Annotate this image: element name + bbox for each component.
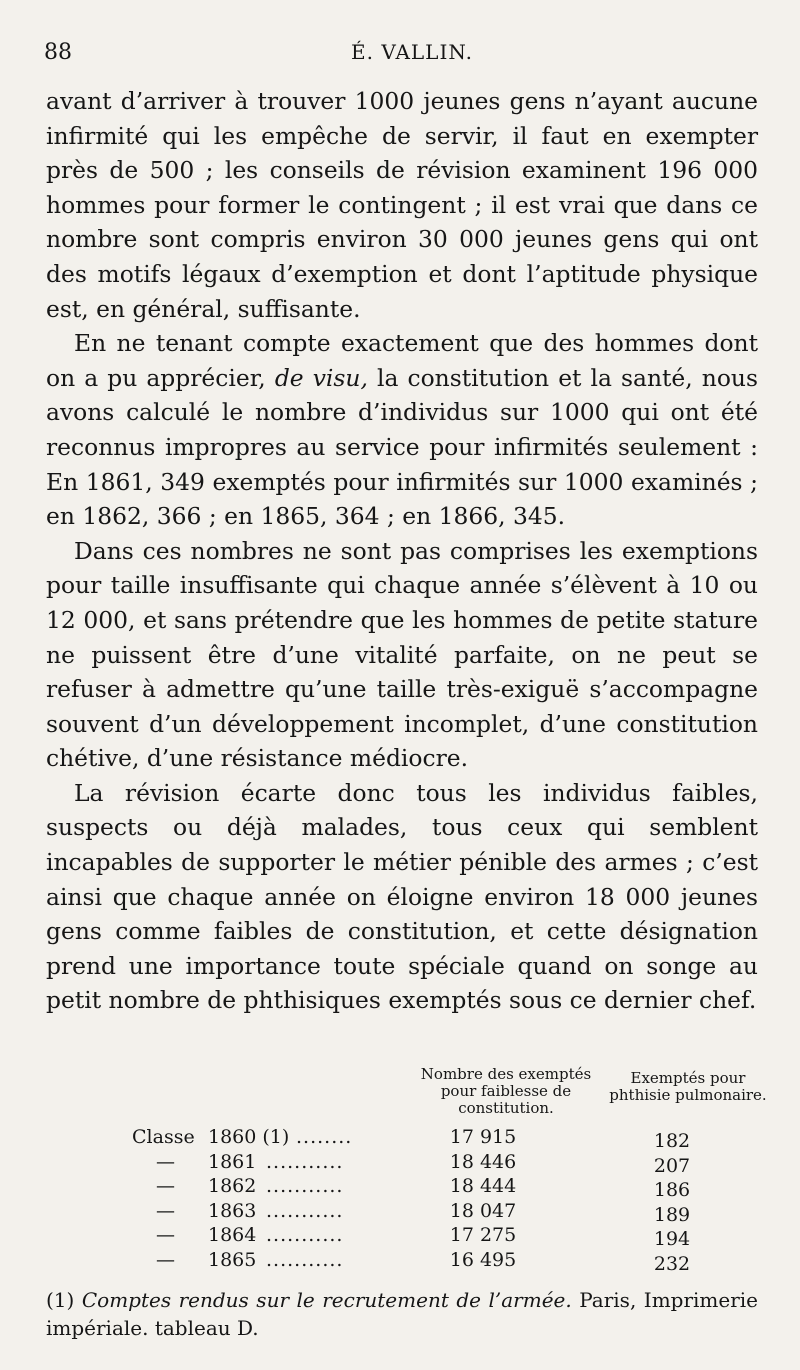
row-phthisis: 186 — [653, 1179, 691, 1201]
col-header-phthisis: Exemptés pour phthisie pulmonaire. — [609, 1069, 767, 1104]
row-leader: ........... — [266, 1248, 344, 1271]
row-weak: 16 495 — [449, 1248, 517, 1271]
paragraph-1: avant d’arriver à trouver 1000 jeunes gens n’ayant aucune infirmité qui les empêche de servir, il faut en exempter près de 500 ; les conseils de révision examinent 196 000 hommes pour former le contingent ; il est vrai que dans ce nombre sont compris environ 30 000 jeunes gens qui ont des motifs légaux d’exemption et dont l’aptitude physique est, en général, suffisante. — [46, 87, 758, 323]
row-weak: 18 446 — [449, 1150, 517, 1173]
row-phthisis: 182 — [653, 1130, 691, 1152]
de-visu-italic: de visu, — [274, 363, 368, 392]
row-year: 1862 — [208, 1175, 257, 1197]
row-leader: ........... — [266, 1150, 344, 1173]
exemptions-table — [46, 1062, 767, 1275]
row-leader: ........... — [266, 1175, 344, 1197]
row-year: 1864 — [208, 1224, 257, 1246]
paragraph-2-part-2: la constitution et la santé, nous avons calculé le nombre d’individus sur 1000 qui ont été reconnus impropres au service pour infirmités seulement : En 1861, 349 exemptés pour infirmités sur 1000 examinés ; en 1862, 366 ; en 1865, 364 ; en 1866, 345. — [46, 363, 758, 531]
table-row — [46, 1151, 758, 1176]
footnote-source-italic: Comptes rendus sur le recrutement de l’armée. — [81, 1288, 572, 1312]
row-dash: — — [156, 1224, 175, 1246]
row-year: 1865 — [208, 1248, 257, 1271]
table-row — [46, 1224, 758, 1249]
running-head: É. VALLIN. — [351, 40, 473, 64]
table-header — [46, 1062, 767, 1126]
row-year: 1861 — [208, 1150, 257, 1173]
footnote-publisher: Paris, Imprimerie impériale. tableau D. — [46, 1288, 759, 1340]
row-phthisis: 189 — [653, 1203, 691, 1226]
row-leader: ........... — [266, 1199, 344, 1222]
row-dash: — — [156, 1150, 175, 1173]
body-text — [46, 84, 758, 1018]
row-leader: ........ — [296, 1126, 353, 1148]
footnote-marker: (1) — [46, 1288, 75, 1312]
row-label: Classe — [132, 1126, 195, 1148]
paragraph-3: Dans ces nombres ne sont pas comprises les exemptions pour taille insuffisante qui chaque année s’élèvent à 10 ou 12 000, et sans prétendre que les hommes de petite stature ne puissent être d’une vitalité parfaite, on ne peut se refuser à admettre qu’une taille très-exiguë s’accompagne souvent d’un développement incomplet, d’une constitution chétive, d’une résistance médiocre. — [46, 536, 758, 773]
table-row — [46, 1249, 758, 1274]
footnote — [46, 1286, 758, 1342]
page-number: 88 — [44, 40, 72, 65]
row-weak: 18 047 — [449, 1199, 517, 1222]
row-dash: — — [156, 1248, 175, 1271]
row-year: 1860 (1) — [208, 1126, 290, 1148]
row-weak: 18 444 — [449, 1175, 517, 1197]
page-header — [44, 40, 780, 74]
row-leader: ........... — [266, 1224, 344, 1246]
row-weak: 17 275 — [449, 1224, 517, 1246]
table-row — [46, 1175, 758, 1200]
row-weak: 17 915 — [449, 1126, 517, 1148]
row-year: 1863 — [208, 1199, 257, 1222]
table-row — [46, 1200, 758, 1225]
row-phthisis: 232 — [653, 1252, 691, 1275]
table-row — [46, 1126, 758, 1151]
paragraph-2 — [46, 326, 758, 534]
paragraph-2-part-1: En ne tenant compte exactement que des hommes dont on a pu apprécier, — [46, 329, 758, 392]
row-phthisis: 194 — [653, 1228, 691, 1250]
row-dash: — — [156, 1199, 175, 1222]
paragraph-4: La révision écarte donc tous les individus faibles, suspects ou déjà malades, tous ceux qui semblent incapables de supporter le métier pénible des armes ; c’est ainsi que chaque année on éloigne environ 18 000 jeunes gens comme faibles de constitution, et cette désignation prend une importance toute spéciale quand on songe au petit nombre de phthisiques exemptés sous ce dernier chef. — [46, 778, 758, 1015]
row-phthisis: 207 — [653, 1154, 691, 1177]
col-header-weakness: Nombre des exemptés pour faiblesse de constitution. — [420, 1065, 592, 1117]
row-dash: — — [156, 1175, 175, 1197]
